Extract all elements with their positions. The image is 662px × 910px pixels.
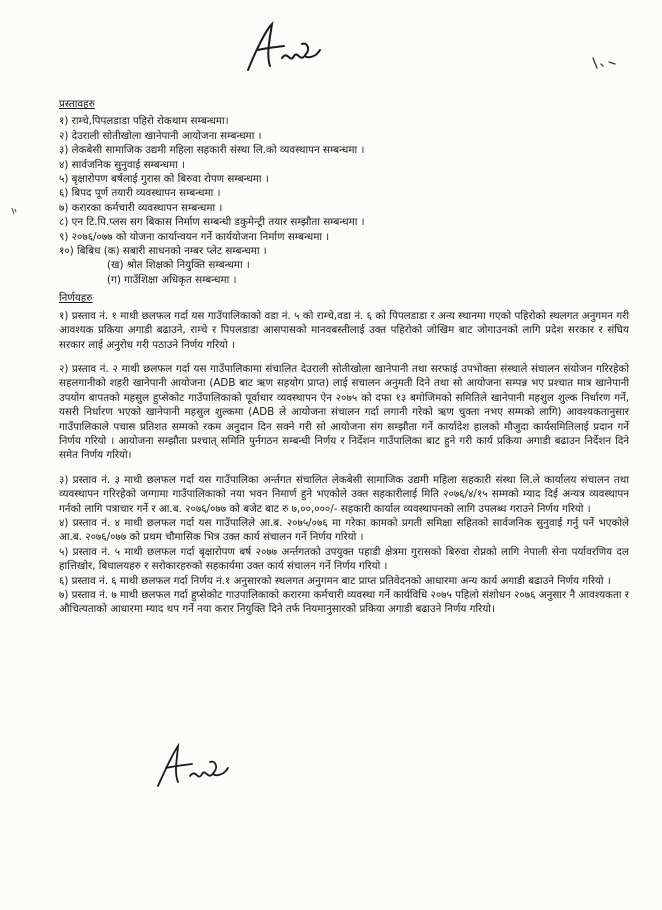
decision-paragraph: ५) प्रस्ताव नं. ५ माथी छलफल गर्दा बृक्षारोपण बर्ष २०७७ अर्न्तगतको उपयुक्त पहाडी क्षेत्रमा गुरासको बिरुवा रोप्नको लागि नेपाली सेना पर्यावरणिय दल हात्तिखोर, बिधालयहरु र सरोकारहरुको सहकार्यमा उक्त कार्य संचालन गर्ने निर्णय गरियो । [59, 545, 629, 573]
agenda-item: १) राम्चे,पिपलडाडा पहिरो रोकथाम सम्बन्धमा। [59, 115, 229, 128]
agenda-item: १०) बिबिध (क) सबारी साधनको नम्बर प्लेट सम्बन्धमा । [59, 245, 267, 258]
agenda-sub-item: (ख) श्रोत शिक्षको नियुक्ति सम्बन्धमा । [107, 259, 250, 272]
agenda-item: ७) करारका कर्मचारी व्यवस्थापन सम्बन्धमा । [59, 201, 223, 214]
signature-bottom [150, 742, 235, 794]
decision-paragraph: ६) प्रस्ताव नं. ६ माथी छलफल गर्दा निर्णय नं.१ अनुसारको स्थलगत अनुगमन बाट प्राप्त प्रतिवेदनको आधारमा अन्य कार्य अगाडी बढाउने निर्णय गरियो । [59, 574, 611, 587]
agenda-item: ८) एन टि.पि.प्लस सग बिकास निर्माण सम्बन्धी डकुमेन्ट्री तयार सम्झौता सम्बन्धमा । [59, 216, 365, 229]
decision-paragraph: २) प्रस्ताव नं. २ माथी छलफल गर्दा यस गाउँपालिकामा संचालित देउराली सोतीखोला खानेपानी तथा सरफाई उपभोक्ता संस्थाले संचालन संयोजन गरिरहेको सहलगानीको शहरी खानेपानी आयोजना (ADB बाट ऋण सहयोग प्राप्त) लाई सचालन अनुमती दिने तथा सो आयोजना सम्पन्न भए प्रश्चात मात्र खानेपानी उपयोग बापतको महसुल हुप्सेकोट गाउँपालिकाको पूर्वाधार व्यवस्थापन ऐन २०७५ को दफा १३ बमोजिमको समितिले खानेपानी महशुल शुल्क निर्धारण गर्ने, यसरी निर्धारण भएको खानेपानी महसुल शुल्कमा (ADB ले आयोजना संचालन गर्दा लगानी गरेको ऋण चुक्ता नभए सम्मको लागि) आवश्यकतानुसार गाउँपालिकाले पचास प्रतिशत सम्मको रकम अनुदान दिन सक्ने गरी सो आयोजना संग सम्झौता गर्ने कार्यादेश हालको मौजुदा कार्यसमितिलाई प्रदान गर्ने निर्णय गरियो । आयोजना सम्झौता प्रश्चात् समिति पुर्नगठन सम्बन्धी निर्णय र निर्देशन गाउँपालिका बाट हुने गरी कार्य प्रकिया अगाडी बढाउन निर्देशन दिने समेत निर्णय गरियो। [59, 362, 630, 462]
decision-paragraph: १) प्रस्ताव नं. १ माथी छलफल गर्दा यस गाउँपालिकाको वडा नं. ५ को राम्चे,वडा नं. ६ को पिपलडाडा र अन्य स्थानमा गएको पहिरोको स्थलगत अनुगमन गरी आवश्यक प्रकिया अगाडी बढाउने, राम्चे र पिपलडाडा आसपासको मानवबस्तीलाई उक्त पहिरोको जोखिम बाट जोगाउनको लागि प्रदेश सरकार र संघिय सरकार लाई अनुरोध गरी पठाउने निर्णय गरियो । [59, 309, 629, 351]
decisions-list [59, 309, 629, 617]
agenda-item: ९) २०७६/०७७ को योजना कार्यान्वयन गर्ने कार्ययोजना निर्माण सम्बन्धमा । [59, 230, 330, 243]
decision-paragraph: ४) प्रस्ताव नं. ४ माथी छलफल गर्दा यस गाउँपालिले आ.ब. २०७५/०७६ मा गरेका कामको प्रगती समिक्षा सहितको सार्वजनिक सुनुवाई गर्नु पर्ने भएकोले आ.ब. २०७६/०७७ को प्रथम चौमासिक भित्र उक्त कार्य संचालन गर्ने निर्णय गरियो । [59, 516, 629, 544]
agenda-item: २) देउराली सोतीखोला खानेपानी आयोजना सम्बन्धमा । [59, 129, 262, 142]
agenda-item: ४) सार्वजनिक सुनुवाई सम्बन्धमा । [59, 158, 185, 171]
signature-top [236, 20, 326, 82]
decision-paragraph: ७) प्रस्ताव नं. ७ माथी छलफल गर्दा हुप्सेकोट गाउपालिकाको करारमा कर्मचारी व्यवस्था गर्ने कार्यविधि २०७५ पहिलो संशोधन २०७६ अनुसार नै आवश्यकता र औचित्यताको आधारमा म्याद थप गर्ने नया करार नियुक्ति दिने तर्फ नियमानुसारको प्रकिया अगाडी बढाउने निर्णय गरियो। [59, 589, 629, 616]
corner-marks [591, 54, 617, 74]
scan-speck [10, 206, 18, 216]
agenda-sub-list [59, 258, 629, 287]
agenda-list [59, 114, 629, 258]
decision-paragraph: ३) प्रस्ताव नं. ३ माथी छलफल गर्दा यस गाउँपालिका अर्न्तगत संचालित लेकबेसी सामाजिक उद्यमी महिला सहकारी संस्था लि.ले कार्यालय संचालन तथा व्यवस्थापन गरिरहेको जग्गामा गाउँपालिकाको नया भवन निमार्ण हुने भएकोले उक्त सहकारीलाई मिति २०७६/४/१५ सम्मको म्याद दिई अन्यत्र व्यवस्थापन गर्नको लागि पत्राचार गर्ने र आ.ब. २०७६/०७७ को बजेट बाट रु ७,००,०००/- सहकारी कार्याल व्यवस्थापनको लागि उपलब्ध गराउने निर्णय गरियो । [59, 473, 629, 515]
agenda-item: ५) बृक्षारोपण बर्षलाई गुरास को बिरुवा रोपण सम्बन्धमा । [59, 173, 269, 186]
agenda-item: ६) बिपद पूर्ण तयारी व्यवस्थापन सम्बन्धमा । [59, 187, 221, 200]
proposals-heading: प्रस्तावहरु [59, 98, 95, 110]
meeting-minutes [59, 97, 629, 617]
agenda-sub-item: (ग) गाउँशिक्षा अधिकृत सम्बन्धमा । [107, 273, 237, 286]
decisions-heading: निर्णयहरु [59, 292, 93, 305]
agenda-item: ३) लेकबेसी सामाजिक उद्यमी महिला सहकारी संस्था लि.को व्यवस्थापन सम्बन्धमा । [59, 144, 365, 157]
